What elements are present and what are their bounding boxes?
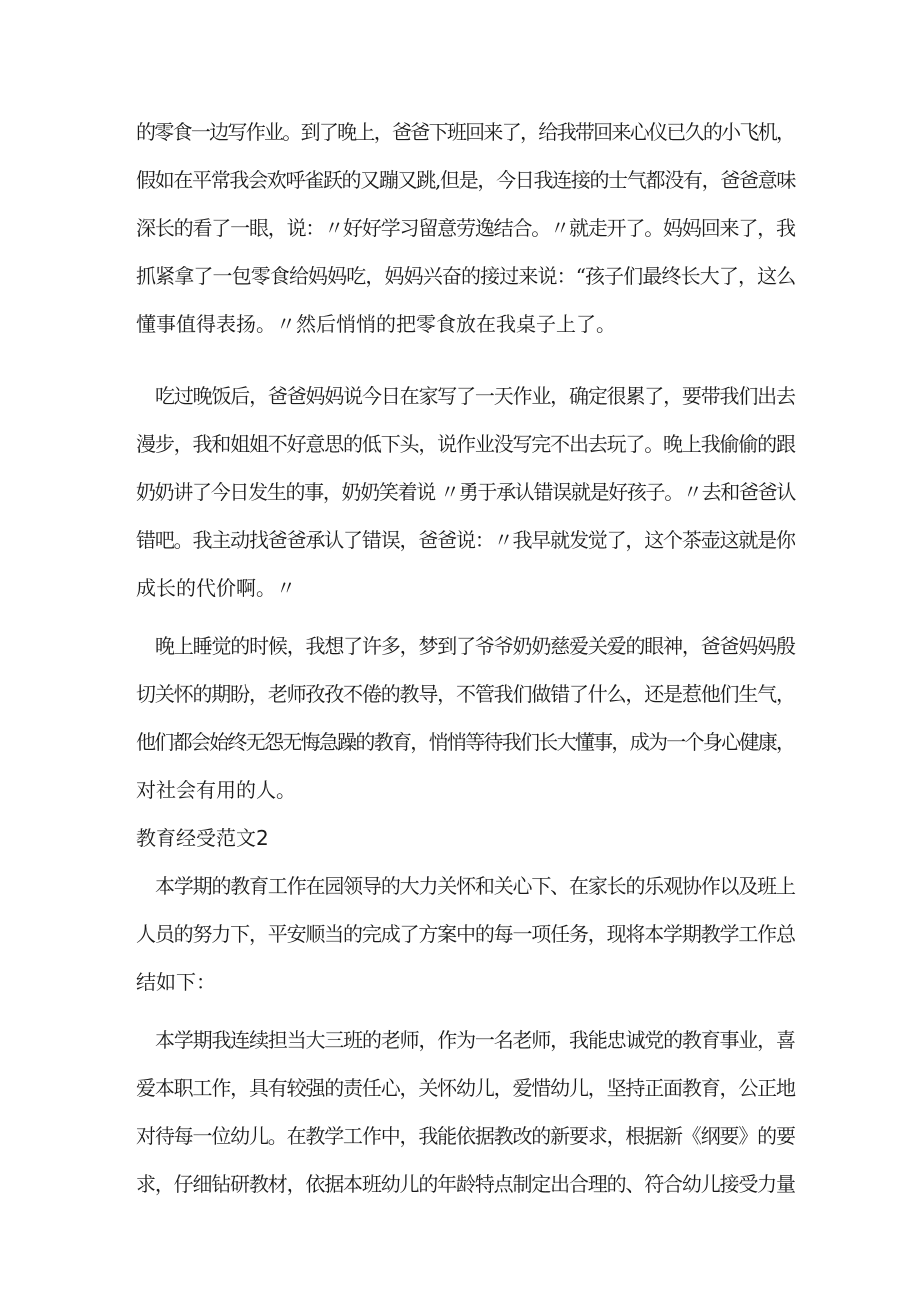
text-line: 吃过晚饭后，爸爸妈妈说今日在家写了一天作业，确定很累了，要带我们出去 [155, 384, 795, 408]
text-line: 他们都会始终无怨无悔急躁的教育，悄悄等待我们长大懂事，成为一个身心健康， [136, 730, 795, 754]
text-line: 成长的代价啊。〃 [136, 576, 296, 600]
text-line: 结如下： [136, 970, 216, 994]
text-line: 切关怀的期盼，老师孜孜不倦的教导，不管我们做错了什么，还是惹他们生气， [136, 682, 795, 706]
text-line: 的零食一边写作业。到了晚上，爸爸下班回来了，给我带回来心仪已久的小飞机， [136, 120, 795, 144]
text-line: 本学期我连续担当大三班的老师，作为一名老师，我能忠诚党的教育事业，喜 [155, 1028, 795, 1052]
text-line: 人员的努力下，平安顺当的完成了方案中的每一项任务，现将本学期教学工作总 [136, 922, 795, 946]
text-line: 晚上睡觉的时候，我想了许多，梦到了爷爷奶奶慈爱关爱的眼神，爸爸妈妈殷 [155, 634, 795, 658]
text-line: 求，仔细钻研教材，依据本班幼儿的年龄特点制定出合理的、符合幼儿接受力量 [136, 1172, 795, 1196]
text-line: 错吧。我主动找爸爸承认了错误，爸爸说：〃我早就发觉了，这个茶壶这就是你 [136, 528, 795, 552]
text-line: 奶奶讲了今日发生的事，奶奶笑着说 〃勇于承认错误就是好孩子。〃去和爸爸认 [136, 480, 796, 504]
text-line: 抓紧拿了一包零食给妈妈吃，妈妈兴奋的接过来说：“孩子们最终长大了，这么 [136, 264, 796, 288]
text-line: 本学期的教育工作在园领导的大力关怀和关心下、在家长的乐观协作以及班上 [155, 874, 795, 898]
text-line: 深长的看了一眼，说：〃好好学习留意劳逸结合。〃就走开了。妈妈回来了，我 [136, 216, 795, 240]
text-line: 懂事值得表扬。〃然后悄悄的把零食放在我桌子上了。 [136, 312, 616, 336]
text-line: 漫步，我和姐姐不好意思的低下头，说作业没写完不出去玩了。晚上我偷偷的跟 [136, 432, 795, 456]
text-line: 对待每一位幼儿。在教学工作中，我能依据教改的新要求，根据新《纲要》的要 [136, 1124, 795, 1148]
text-line: 爱本职工作，具有较强的责任心，关怀幼儿，爱惜幼儿，坚持正面教育，公正地 [136, 1076, 795, 1100]
text-line: 假如在平常我会欢呼雀跃的又蹦又跳,但是，今日我连接的士气都没有，爸爸意味 [136, 168, 796, 192]
text-line: 对社会有用的人。 [136, 778, 296, 802]
section-heading: 教育经受范文2 [136, 826, 269, 850]
